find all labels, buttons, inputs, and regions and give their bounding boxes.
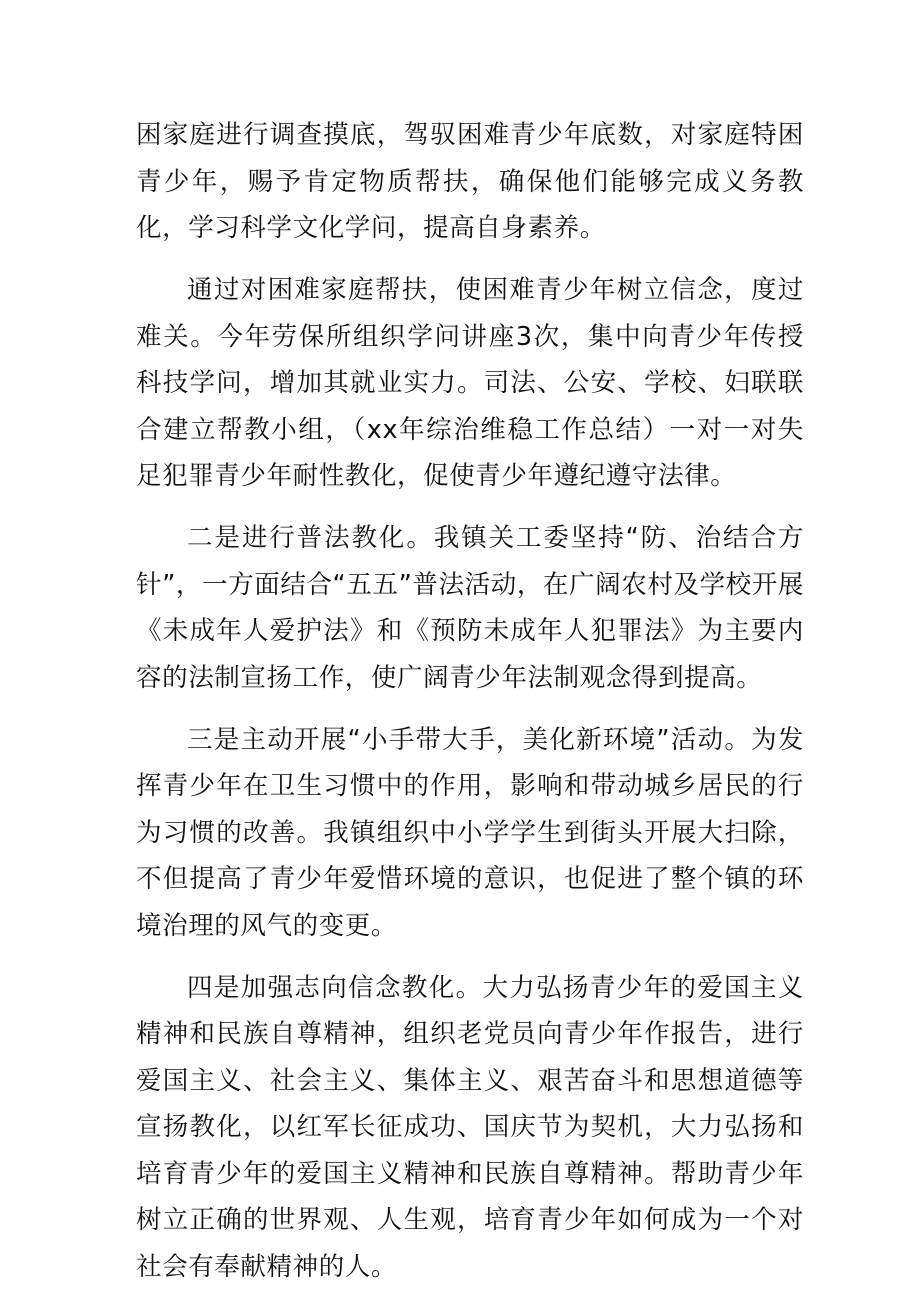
paragraph-assistance: 通过对困难家庭帮扶，使困难青少年树立信念，度过难关。今年劳保所组织学问讲座3次，集中向青少年传授科技学问，增加其就业实力。司法、公安、学校、妇联联合建立帮教小组，（xx年综治维稳工作总结）一对一对失足犯罪青少年耐性教化，促使青少年遵纪遵守法律。: [136, 275, 804, 491]
paragraph-continuation: 困家庭进行调查摸底，驾驭困难青少年底数，对家庭特困青少年，赐予肯定物质帮扶，确保他们能够完成义务教化，学习科学文化学问，提高自身素养。: [136, 120, 804, 243]
paragraph-environment-activity: 三是主动开展“小手带大手，美化新环境”活动。为发挥青少年在卫生习惯中的作用，影响和带动城乡居民的行为习惯的改善。我镇组织中小学学生到街头开展大扫除，不但提高了青少年爱惜环境的意识，也促进了整个镇的环境治理的风气的变更。: [136, 724, 804, 941]
paragraph-legal-education: 二是进行普法教化。我镇关工委坚持“防、治结合方针”，一方面结合“五五”普法活动，在广阔农村及学校开展《未成年人爱护法》和《预防未成年人犯罪法》为主要内容的法制宣扬工作，使广阔青少年法制观念得到提高。: [136, 523, 804, 693]
paragraph-ideals-education: 四是加强志向信念教化。大力弘扬青少年的爱国主义精神和民族自尊精神，组织老党员向青少年作报告，进行爱国主义、社会主义、集体主义、艰苦奋斗和思想道德等宣扬教化，以红军长征成功、国庆节为契机，大力弘扬和培育青少年的爱国主义精神和民族自尊精神。帮助青少年树立正确的世界观、人生观，培育青少年如何成为一个对社会有奉献精神的人。: [136, 972, 804, 1282]
document-body: [136, 112, 804, 1306]
